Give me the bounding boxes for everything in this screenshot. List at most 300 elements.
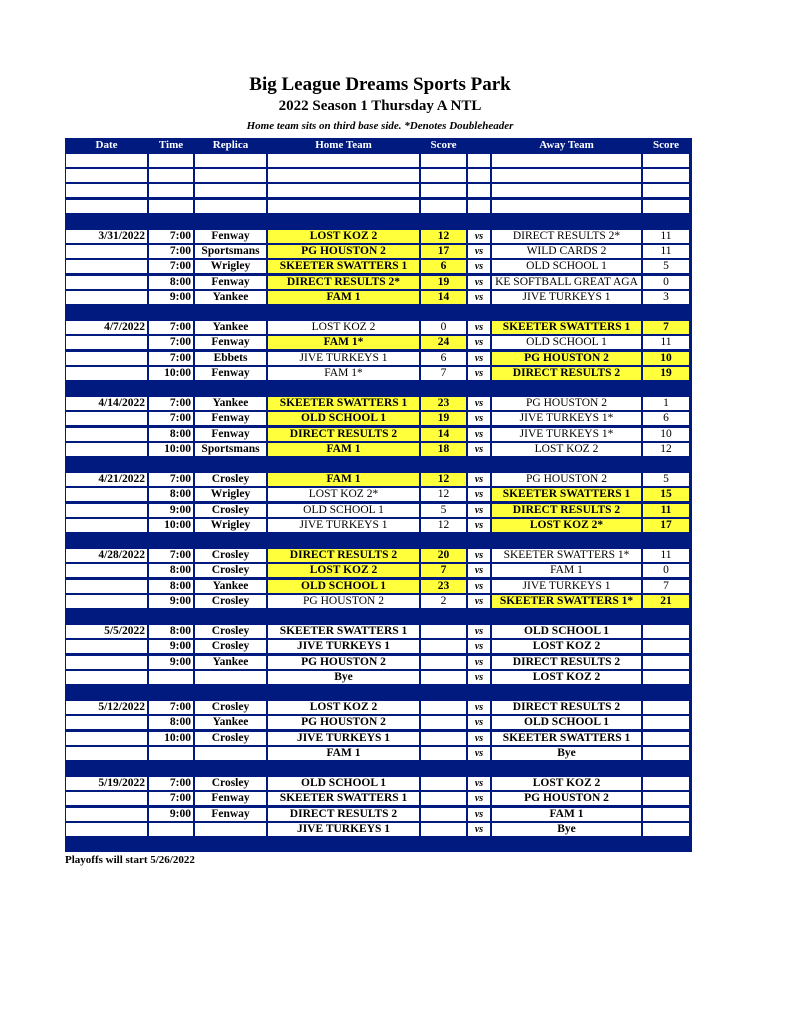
cell-home-score [421,184,466,197]
cell-away-score: 21 [643,595,689,608]
cell-home-score: 12 [421,488,466,501]
cell-home-score [421,792,466,805]
cell-replica [195,823,266,836]
cell-date [66,595,147,608]
cell-time: 7:00 [149,245,193,258]
cell-replica: Crosley [195,625,266,638]
cell-time [149,169,193,182]
cell-replica: Crosley [195,595,266,608]
cell-replica [195,184,266,197]
cell-vs: vs [468,580,490,593]
cell-away-score [643,792,689,805]
cell-date [66,747,147,760]
cell-vs: vs [468,519,490,532]
cell-home-team: FAM 1* [268,336,419,349]
header-vs [468,138,490,153]
cell-away-score [643,200,689,213]
cell-home-score [421,625,466,638]
cell-home-team [268,154,419,167]
cell-home-score: 19 [421,412,466,425]
cell-replica: Sportsmans [195,443,266,456]
cell-away-score: 10 [643,352,689,365]
cell-away-score [643,656,689,669]
cell-away-team [492,169,641,182]
cell-away-score [643,823,689,836]
cell-time: 8:00 [149,428,193,441]
cell-home-team: DIRECT RESULTS 2 [268,428,419,441]
cell-vs: vs [468,321,490,334]
cell-home-team: DIRECT RESULTS 2 [268,549,419,562]
cell-vs: vs [468,230,490,243]
header-away-score: Score [652,139,680,151]
cell-away-team: WILD CARDS 2 [492,245,641,258]
cell-away-team: JIVE TURKEYS 1* [492,428,641,441]
cell-replica: Yankee [195,321,266,334]
cell-vs: vs [468,488,490,501]
cell-away-team: FAM 1 [492,808,641,821]
cell-away-team: DIRECT RESULTS 2 [492,656,641,669]
cell-vs: vs [468,625,490,638]
cell-away-score: 17 [643,519,689,532]
cell-replica: Crosley [195,564,266,577]
cell-vs: vs [468,671,490,684]
cell-away-team: PG HOUSTON 2 [492,792,641,805]
cell-replica: Fenway [195,428,266,441]
cell-home-team: OLD SCHOOL 1 [268,580,419,593]
cell-vs: vs [468,564,490,577]
cell-time: 7:00 [149,260,193,273]
cell-replica [195,200,266,213]
cell-vs: vs [468,260,490,273]
cell-vs [468,200,490,213]
cell-date [66,488,147,501]
cell-home-score: 7 [421,564,466,577]
cell-home-score [421,671,466,684]
cell-vs: vs [468,595,490,608]
cell-home-score [421,200,466,213]
cell-away-team: DIRECT RESULTS 2 [492,504,641,517]
cell-date [66,504,147,517]
cell-date: 5/5/2022 [66,625,147,638]
cell-home-score: 23 [421,580,466,593]
cell-away-team: Bye [492,747,641,760]
cell-date [66,640,147,653]
cell-date [66,336,147,349]
cell-replica: Crosley [195,549,266,562]
cell-home-score [421,656,466,669]
schedule-table [65,138,692,852]
cell-home-score: 2 [421,595,466,608]
cell-away-score: 7 [643,580,689,593]
cell-vs: vs [468,291,490,304]
cell-vs [468,154,490,167]
cell-home-score: 12 [421,519,466,532]
cell-away-score: 5 [643,473,689,486]
cell-date [66,732,147,745]
cell-date [66,367,147,380]
cell-home-team: DIRECT RESULTS 2* [268,276,419,289]
cell-away-team: LOST KOZ 2 [492,640,641,653]
cell-away-score [643,808,689,821]
cell-time: 7:00 [149,549,193,562]
cell-home-score: 7 [421,367,466,380]
cell-home-team [268,200,419,213]
cell-away-team: JIVE TURKEYS 1 [492,291,641,304]
cell-home-team: FAM 1 [268,747,419,760]
cell-date [66,412,147,425]
header-date: Date [95,139,118,151]
cell-replica: Crosley [195,777,266,790]
cell-home-score: 24 [421,336,466,349]
cell-replica: Wrigley [195,519,266,532]
cell-home-score: 23 [421,397,466,410]
cell-time: 9:00 [149,291,193,304]
cell-away-team [492,184,641,197]
header-time: Time [158,139,184,151]
cell-vs: vs [468,428,490,441]
cell-away-score [643,732,689,745]
cell-away-team: PG HOUSTON 2 [492,397,641,410]
cell-away-team: Bye [492,823,641,836]
cell-replica: Yankee [195,291,266,304]
header-away-team: Away Team [539,139,594,151]
cell-home-team: LOST KOZ 2* [268,488,419,501]
cell-vs: vs [468,777,490,790]
cell-away-score: 11 [643,245,689,258]
cell-time: 7:00 [149,321,193,334]
cell-replica: Fenway [195,412,266,425]
cell-away-score [643,747,689,760]
cell-replica: Crosley [195,640,266,653]
cell-away-score: 11 [643,504,689,517]
cell-away-team: LOST KOZ 2 [492,671,641,684]
cell-away-score [643,154,689,167]
cell-away-team: DIRECT RESULTS 2 [492,367,641,380]
cell-date [66,808,147,821]
cell-vs: vs [468,367,490,380]
schedule-note: Home team sits on third base side. *Denotes Doubleheader [246,120,514,132]
cell-away-team [492,154,641,167]
cell-home-score: 5 [421,504,466,517]
cell-away-score: 11 [643,336,689,349]
cell-replica: Wrigley [195,260,266,273]
cell-replica: Crosley [195,504,266,517]
cell-date [66,519,147,532]
cell-vs: vs [468,732,490,745]
cell-home-team [268,169,419,182]
cell-away-score: 11 [643,230,689,243]
cell-vs: vs [468,412,490,425]
cell-date [66,671,147,684]
cell-replica: Sportsmans [195,245,266,258]
cell-date [66,276,147,289]
cell-time [149,154,193,167]
cell-home-score: 20 [421,549,466,562]
cell-home-team: JIVE TURKEYS 1 [268,352,419,365]
cell-away-team: JIVE TURKEYS 1* [492,412,641,425]
cell-replica: Ebbets [195,352,266,365]
cell-away-team: OLD SCHOOL 1 [492,336,641,349]
page-title: Big League Dreams Sports Park [249,74,511,95]
cell-time: 8:00 [149,716,193,729]
cell-time: 7:00 [149,777,193,790]
cell-home-team: LOST KOZ 2 [268,701,419,714]
cell-time: 9:00 [149,808,193,821]
cell-time [149,184,193,197]
cell-home-score [421,732,466,745]
cell-away-team: JIVE TURKEYS 1 [492,580,641,593]
cell-away-score [643,716,689,729]
cell-date [66,823,147,836]
cell-vs: vs [468,656,490,669]
cell-vs: vs [468,245,490,258]
cell-date [66,428,147,441]
cell-vs: vs [468,716,490,729]
cell-date: 4/14/2022 [66,397,147,410]
cell-time: 7:00 [149,473,193,486]
cell-home-score: 14 [421,291,466,304]
cell-vs: vs [468,747,490,760]
cell-replica: Fenway [195,792,266,805]
cell-home-team: PG HOUSTON 2 [268,595,419,608]
cell-home-team: PG HOUSTON 2 [268,656,419,669]
cell-away-score: 6 [643,412,689,425]
cell-home-score [421,716,466,729]
cell-time: 8:00 [149,276,193,289]
cell-time: 7:00 [149,701,193,714]
cell-away-score: 3 [643,291,689,304]
cell-time [149,823,193,836]
header-home-team: Home Team [315,139,372,151]
cell-away-team: FAM 1 [492,564,641,577]
cell-away-score [643,640,689,653]
cell-replica: Yankee [195,656,266,669]
cell-away-score: 11 [643,549,689,562]
cell-vs: vs [468,640,490,653]
cell-replica: Fenway [195,367,266,380]
cell-home-team: FAM 1* [268,367,419,380]
cell-replica: Fenway [195,808,266,821]
cell-replica [195,154,266,167]
cell-home-score: 18 [421,443,466,456]
cell-home-score: 14 [421,428,466,441]
cell-time: 10:00 [149,732,193,745]
cell-replica: Wrigley [195,488,266,501]
cell-replica [195,671,266,684]
cell-away-team: SKEETER SWATTERS 1 [492,732,641,745]
cell-away-team: PG HOUSTON 2 [492,352,641,365]
cell-home-score [421,808,466,821]
cell-time: 8:00 [149,580,193,593]
cell-vs: vs [468,701,490,714]
cell-home-score [421,169,466,182]
cell-home-score: 0 [421,321,466,334]
cell-home-team: Bye [268,671,419,684]
cell-home-team [268,184,419,197]
cell-home-team: FAM 1 [268,443,419,456]
cell-date [66,291,147,304]
cell-date [66,716,147,729]
cell-away-team: OLD SCHOOL 1 [492,625,641,638]
cell-replica [195,169,266,182]
cell-date [66,656,147,669]
cell-away-score [643,625,689,638]
cell-time: 7:00 [149,352,193,365]
cell-away-team: PG HOUSTON 2 [492,473,641,486]
cell-home-team: JIVE TURKEYS 1 [268,519,419,532]
cell-home-score: 12 [421,473,466,486]
cell-replica: Yankee [195,580,266,593]
cell-vs: vs [468,823,490,836]
cell-away-score [643,777,689,790]
cell-home-team: SKEETER SWATTERS 1 [268,792,419,805]
cell-home-team: SKEETER SWATTERS 1 [268,260,419,273]
cell-away-team: KE SOFTBALL GREAT AGA [492,276,641,289]
cell-date [66,200,147,213]
cell-time [149,747,193,760]
cell-replica: Fenway [195,230,266,243]
cell-home-team: OLD SCHOOL 1 [268,504,419,517]
cell-home-score: 6 [421,260,466,273]
cell-time: 10:00 [149,367,193,380]
cell-away-team: OLD SCHOOL 1 [492,260,641,273]
cell-time: 10:00 [149,443,193,456]
cell-away-score: 7 [643,321,689,334]
cell-replica: Crosley [195,732,266,745]
cell-date: 4/7/2022 [66,321,147,334]
cell-home-score: 17 [421,245,466,258]
cell-date [66,564,147,577]
cell-home-score: 12 [421,230,466,243]
cell-home-team: SKEETER SWATTERS 1 [268,397,419,410]
cell-replica: Crosley [195,473,266,486]
cell-away-team: SKEETER SWATTERS 1 [492,488,641,501]
cell-date: 5/19/2022 [66,777,147,790]
cell-away-score: 15 [643,488,689,501]
page-subtitle: 2022 Season 1 Thursday A NTL [278,98,482,114]
cell-vs: vs [468,549,490,562]
cell-home-team: JIVE TURKEYS 1 [268,732,419,745]
cell-vs: vs [468,397,490,410]
cell-home-score [421,747,466,760]
cell-date [66,169,147,182]
playoffs-note: Playoffs will start 5/26/2022 [65,854,195,866]
cell-date [66,184,147,197]
cell-replica: Crosley [195,701,266,714]
cell-date [66,245,147,258]
cell-time: 7:00 [149,397,193,410]
cell-home-score [421,640,466,653]
cell-home-score: 19 [421,276,466,289]
cell-away-score: 0 [643,564,689,577]
cell-time: 7:00 [149,230,193,243]
cell-vs: vs [468,352,490,365]
cell-away-score: 12 [643,443,689,456]
cell-away-team: DIRECT RESULTS 2* [492,230,641,243]
cell-vs: vs [468,808,490,821]
cell-vs [468,184,490,197]
cell-time: 7:00 [149,336,193,349]
cell-vs [468,169,490,182]
cell-home-team: FAM 1 [268,291,419,304]
cell-home-team: SKEETER SWATTERS 1 [268,625,419,638]
cell-away-score: 5 [643,260,689,273]
cell-time: 8:00 [149,564,193,577]
cell-vs: vs [468,276,490,289]
cell-home-score [421,701,466,714]
cell-home-score [421,823,466,836]
cell-away-team: LOST KOZ 2* [492,519,641,532]
cell-replica: Yankee [195,716,266,729]
cell-home-team: JIVE TURKEYS 1 [268,823,419,836]
cell-replica [195,747,266,760]
cell-time: 9:00 [149,656,193,669]
cell-away-team [492,200,641,213]
cell-away-score [643,701,689,714]
header-home-score: Score [430,139,457,151]
cell-home-team: LOST KOZ 2 [268,321,419,334]
cell-time [149,671,193,684]
cell-replica: Fenway [195,336,266,349]
cell-date [66,352,147,365]
cell-date: 5/12/2022 [66,701,147,714]
cell-time: 7:00 [149,792,193,805]
cell-date: 4/28/2022 [66,549,147,562]
cell-vs: vs [468,443,490,456]
cell-time: 8:00 [149,625,193,638]
cell-away-score: 0 [643,276,689,289]
cell-away-team: LOST KOZ 2 [492,443,641,456]
cell-vs: vs [468,792,490,805]
cell-replica: Yankee [195,397,266,410]
cell-away-team: SKEETER SWATTERS 1 [492,321,641,334]
cell-time [149,200,193,213]
cell-replica: Fenway [195,276,266,289]
cell-date [66,792,147,805]
cell-home-team: PG HOUSTON 2 [268,245,419,258]
cell-home-team: LOST KOZ 2 [268,230,419,243]
cell-date [66,580,147,593]
cell-time: 9:00 [149,595,193,608]
cell-away-score: 1 [643,397,689,410]
cell-time: 10:00 [149,519,193,532]
cell-home-score [421,777,466,790]
cell-away-score [643,184,689,197]
cell-date [66,443,147,456]
cell-time: 9:00 [149,504,193,517]
cell-away-score: 19 [643,367,689,380]
cell-home-team: OLD SCHOOL 1 [268,777,419,790]
cell-date: 3/31/2022 [66,230,147,243]
cell-away-score [643,671,689,684]
cell-home-team: PG HOUSTON 2 [268,716,419,729]
cell-date: 4/21/2022 [66,473,147,486]
cell-home-team: JIVE TURKEYS 1 [268,640,419,653]
cell-date [66,154,147,167]
cell-vs: vs [468,504,490,517]
cell-time: 9:00 [149,640,193,653]
cell-away-team: LOST KOZ 2 [492,777,641,790]
cell-away-score [643,169,689,182]
cell-away-team: SKEETER SWATTERS 1* [492,549,641,562]
cell-away-team: DIRECT RESULTS 2 [492,701,641,714]
header-replica: Replica [212,139,249,151]
cell-away-score: 10 [643,428,689,441]
cell-time: 7:00 [149,412,193,425]
cell-home-team: LOST KOZ 2 [268,564,419,577]
cell-vs: vs [468,473,490,486]
cell-home-team: FAM 1 [268,473,419,486]
